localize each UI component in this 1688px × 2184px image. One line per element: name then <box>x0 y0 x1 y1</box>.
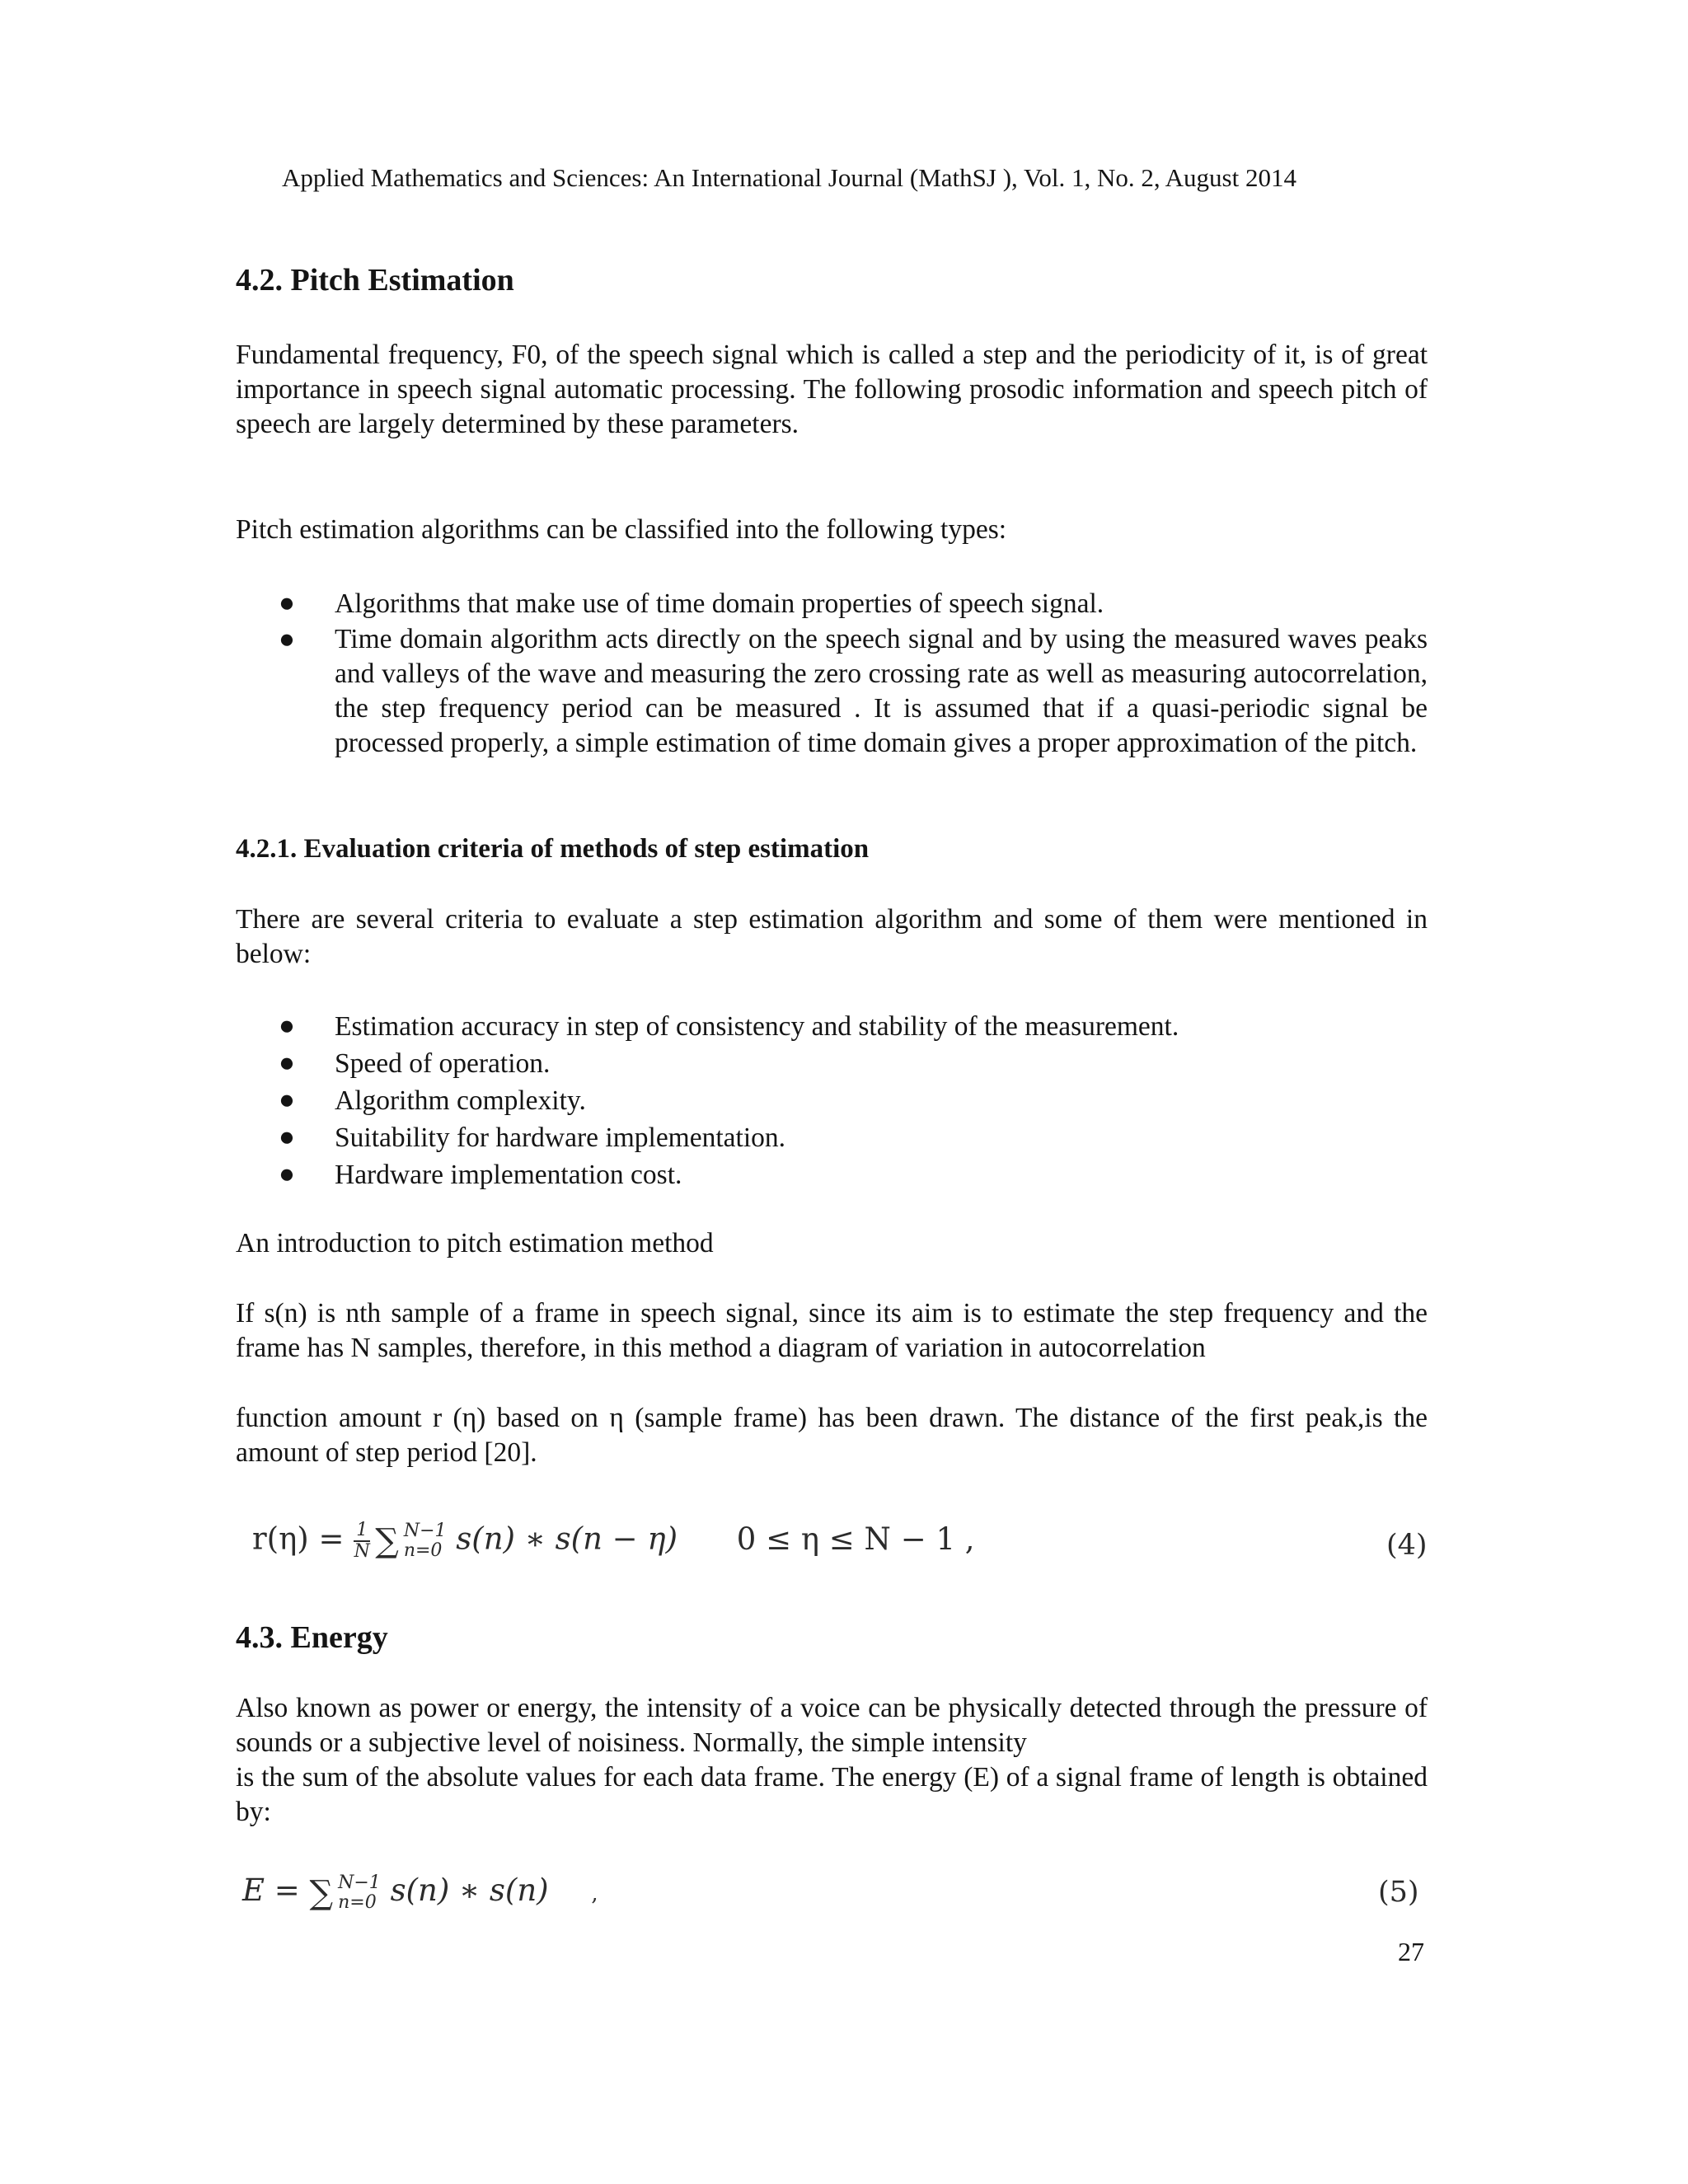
list-item-text: Algorithm complexity. <box>335 1085 586 1116</box>
bullet-icon: ● <box>279 588 295 618</box>
equation-lhs: E = <box>242 1872 300 1908</box>
equation-autocorrelation <box>252 1521 975 1562</box>
paragraph-autocorrelation-diagram: function amount r (η) based on η (sample frame) has been drawn. The distance of the first peak,is the amount of step period [20]. <box>236 1403 1428 1468</box>
list-item <box>236 622 1428 761</box>
list-item <box>236 585 1428 622</box>
bullet-icon: ● <box>279 625 295 654</box>
fraction-denominator: N <box>354 1541 370 1562</box>
list-item <box>236 1082 1428 1119</box>
summation-upper-limit: N−1 <box>403 1521 447 1541</box>
section-heading-energy: 4.3. Energy <box>236 1620 388 1655</box>
summation-operator <box>310 1874 334 1912</box>
subsection-heading-evaluation-criteria: 4.2.1. Evaluation criteria of methods of step estimation <box>236 834 870 864</box>
bullet-icon: ● <box>279 1085 295 1115</box>
section-heading-pitch-estimation: 4.2. Pitch Estimation <box>236 263 514 298</box>
equation-lhs: r(η) = <box>252 1521 345 1557</box>
bullet-icon: ● <box>279 1011 295 1041</box>
list-item <box>236 1156 1428 1193</box>
summation-upper-limit: N−1 <box>338 1872 381 1893</box>
equation-body: s(n) ∗ s(n − η) <box>456 1521 678 1557</box>
sigma-symbol: ∑ <box>375 1522 399 1560</box>
evaluation-criteria-list <box>236 1008 1428 1193</box>
paragraph-criteria-intro: There are several criteria to evaluate a step estimation algorithm and some of them were mentioned in below: <box>236 904 1428 969</box>
summation-lower-limit: n=0 <box>338 1891 377 1913</box>
summation-lower-limit: n=0 <box>403 1540 443 1561</box>
equation-fraction <box>354 1521 370 1562</box>
sigma-symbol: ∑ <box>309 1873 334 1912</box>
list-item-text: Estimation accuracy in step of consistency and stability of the measurement. <box>335 1011 1179 1042</box>
list-item <box>236 1045 1428 1082</box>
paragraph-autocorrelation-description: If s(n) is nth sample of a frame in speech signal, since its aim is to estimate the step frequency and the frame has N samples, therefore, in this method a diagram of variation in autocorrelation <box>236 1298 1428 1363</box>
summation-limits <box>338 1873 381 1913</box>
page-number: 27 <box>1398 1937 1424 1966</box>
bullet-icon: ● <box>279 1160 295 1189</box>
equation-trailing-comma: , <box>591 1882 598 1906</box>
paragraph-energy-intensity: Also known as power or energy, the intensity of a voice can be physically detected through the pressure of sounds or a subjective level of noisiness. Normally, the simple intensity <box>236 1693 1428 1758</box>
paragraph-fundamental-frequency: Fundamental frequency, F0, of the speech signal which is called a step and the periodicity of it, is of great importance in speech signal automatic processing. The following prosodic information and speech pitch of speech are largely determined by these parameters. <box>236 340 1428 439</box>
summation-operator <box>375 1522 399 1560</box>
list-item-text: Hardware implementation cost. <box>335 1160 682 1190</box>
list-item-text: Time domain algorithm acts directly on the speech signal and by using the measured waves peaks and valleys of the wave and measuring the zero crossing rate as well as measuring autocorrelation, the step frequency period can be measured . It is assumed that if a quasi-periodic signal be processed properly, a simple estimation of time domain gives a proper approximation of the pitch. <box>335 624 1428 758</box>
list-item-text: Suitability for hardware implementation. <box>335 1122 786 1153</box>
list-item <box>236 1119 1428 1156</box>
list-item-text: Speed of operation. <box>335 1048 551 1079</box>
pitch-algorithm-types-list <box>236 585 1428 761</box>
bullet-icon: ● <box>279 1048 295 1078</box>
equation-number-5: (5) <box>1378 1876 1419 1909</box>
list-item <box>236 1008 1428 1045</box>
equation-energy <box>242 1872 598 1913</box>
bullet-icon: ● <box>279 1122 295 1152</box>
equation-range: 0 ≤ η ≤ N − 1 , <box>736 1521 975 1557</box>
equation-body: s(n) ∗ s(n) <box>390 1872 549 1908</box>
summation-limits <box>404 1521 447 1561</box>
paragraph-pitch-method-intro: An introduction to pitch estimation method <box>236 1228 714 1258</box>
list-item-text: Algorithms that make use of time domain properties of speech signal. <box>335 588 1104 619</box>
paragraph-energy-definition: is the sum of the absolute values for each data frame. The energy (E) of a signal frame of length is obtained by: <box>236 1762 1428 1827</box>
equation-number-4: (4) <box>1386 1529 1428 1562</box>
running-header: Applied Mathematics and Sciences: An International Journal (MathSJ ), Vol. 1, No. 2, August 2014 <box>282 163 1296 192</box>
paragraph-pitch-types-intro: Pitch estimation algorithms can be classified into the following types: <box>236 514 1007 545</box>
fraction-numerator: 1 <box>354 1521 370 1542</box>
